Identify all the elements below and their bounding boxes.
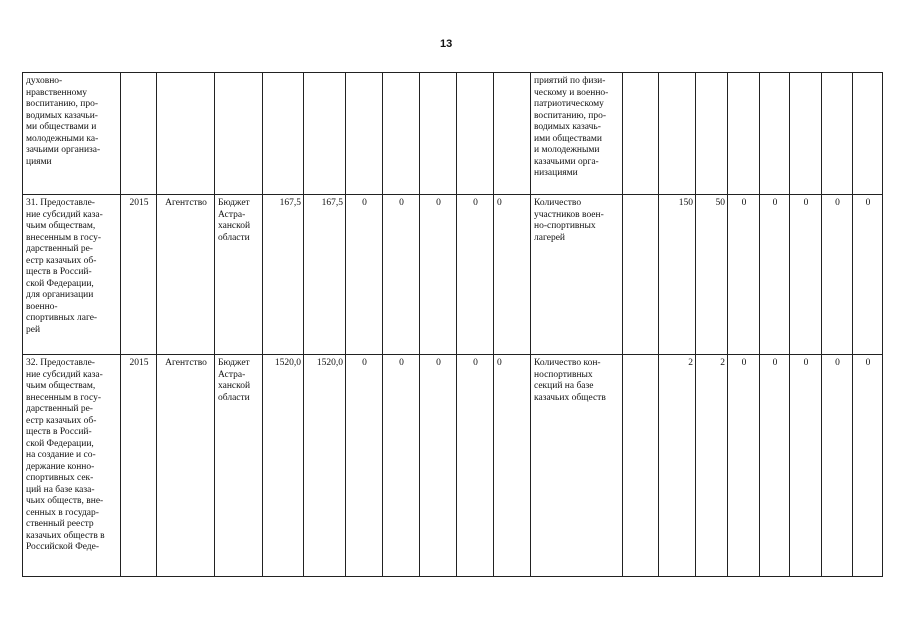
indicator-year-6-cell	[853, 73, 883, 195]
cell-text: 167,5	[279, 198, 301, 208]
indicator-year-6-cell	[853, 355, 883, 577]
cell-text: Бюджет Астра- ханской области	[218, 198, 251, 243]
indicator-year-5-cell	[822, 195, 853, 355]
executor-cell	[157, 355, 215, 577]
funding-year-5-cell	[457, 73, 494, 195]
executor-cell	[157, 195, 215, 355]
cell-text: 50	[715, 198, 725, 208]
cell-text: 0	[803, 358, 809, 368]
cell-text: Бюджет Астра- ханской области	[218, 358, 251, 403]
funding-year-5-cell	[457, 355, 494, 577]
cell-text: 0	[741, 358, 747, 368]
funding-total-cell	[263, 355, 304, 577]
program-table	[22, 72, 883, 577]
cell-text: 0	[835, 358, 840, 368]
event-name-cell	[23, 355, 121, 577]
cell-text: 150	[678, 198, 693, 208]
indicator-year-2-cell	[728, 195, 760, 355]
funding-year-2-cell	[346, 195, 383, 355]
indicator-unit-cell	[623, 355, 659, 577]
indicator-year-2-cell	[728, 355, 760, 577]
cell-text: 2	[720, 358, 725, 368]
cell-text: Количество кон- носпортивных секций на базе казачьих обществ	[534, 358, 606, 403]
cell-text: 0	[497, 198, 502, 208]
indicator-unit-cell	[623, 195, 659, 355]
indicator-total-cell	[659, 73, 696, 195]
funding-year-4-cell	[420, 355, 457, 577]
cell-text: 2015	[129, 198, 149, 208]
indicator-unit-cell	[623, 73, 659, 195]
cell-text: Количество участников воен- но-спортивных лагерей	[534, 198, 604, 243]
indicator-year-5-cell	[822, 73, 853, 195]
funding-year-2-cell	[346, 355, 383, 577]
funding-year-2-cell	[346, 73, 383, 195]
cell-text: 167,5	[321, 198, 343, 208]
cell-text: 0	[497, 358, 502, 368]
cell-text: 1520,0	[316, 358, 343, 368]
cell-text: 0	[399, 358, 404, 368]
indicator-year-4-cell	[790, 195, 822, 355]
indicator-name-cell	[531, 355, 623, 577]
cell-text: 0	[473, 358, 478, 368]
indicator-name-cell	[531, 73, 623, 195]
funding-total-cell	[263, 195, 304, 355]
page-number: 13	[440, 38, 453, 50]
year-cell	[121, 73, 157, 195]
cell-text: 0	[741, 198, 747, 208]
cell-text: 0	[772, 358, 778, 368]
funding-source-cell	[215, 73, 263, 195]
cell-text: 32. Предоставле- ние субсидий каза- чьим обществам, внесенным в госу- дарственный ре- естр казачьих об- ществ в Россий- ской Федерации, на создание и со- держание конно- спортивных сек- ций на базе каза- чьих обществ, вне- сенных в государ- ственный реестр казачьих обществ в Российской Феде-	[26, 358, 105, 552]
funding-year-1-cell	[304, 195, 346, 355]
indicator-year-4-cell	[790, 355, 822, 577]
indicator-year-1-cell	[696, 355, 728, 577]
indicator-year-3-cell	[760, 355, 790, 577]
table-row	[23, 73, 883, 195]
cell-text: 2	[688, 358, 693, 368]
indicator-year-1-cell	[696, 73, 728, 195]
indicator-year-3-cell	[760, 73, 790, 195]
table-row	[23, 195, 883, 355]
event-name-cell	[23, 195, 121, 355]
funding-year-6-cell	[494, 355, 531, 577]
indicator-name-cell	[531, 195, 623, 355]
funding-year-4-cell	[420, 73, 457, 195]
funding-year-3-cell	[383, 195, 420, 355]
indicator-year-3-cell	[760, 195, 790, 355]
funding-total-cell	[263, 73, 304, 195]
indicator-total-cell	[659, 195, 696, 355]
indicator-year-1-cell	[696, 195, 728, 355]
funding-year-5-cell	[457, 195, 494, 355]
cell-text: 0	[362, 358, 367, 368]
cell-text: 31. Предоставле- ние субсидий каза- чьим обществам, внесенным в госу- дарственный ре- естр казачьих об- ществ в Россий- ской Федерации, для организации военно- спортивных лаге- рей	[26, 198, 103, 335]
year-cell	[121, 195, 157, 355]
indicator-year-4-cell	[790, 73, 822, 195]
cell-text: Агентство	[165, 358, 207, 368]
funding-year-3-cell	[383, 355, 420, 577]
funding-year-4-cell	[420, 195, 457, 355]
executor-cell	[157, 73, 215, 195]
cell-text: 0	[865, 358, 871, 368]
funding-year-6-cell	[494, 73, 531, 195]
cell-text: 0	[436, 198, 441, 208]
indicator-year-2-cell	[728, 73, 760, 195]
cell-text: 2015	[129, 358, 149, 368]
cell-text: 0	[473, 198, 478, 208]
table-row	[23, 355, 883, 577]
year-cell	[121, 355, 157, 577]
cell-text: Агентство	[165, 198, 207, 208]
cell-text: 0	[835, 198, 840, 208]
funding-source-cell	[215, 195, 263, 355]
cell-text: 0	[803, 198, 809, 208]
indicator-year-5-cell	[822, 355, 853, 577]
cell-text: 0	[362, 198, 367, 208]
funding-year-3-cell	[383, 73, 420, 195]
funding-year-1-cell	[304, 73, 346, 195]
cell-text: 0	[865, 198, 871, 208]
event-name-cell	[23, 73, 121, 195]
indicator-total-cell	[659, 355, 696, 577]
cell-text: 1520,0	[274, 358, 301, 368]
cell-text: 0	[772, 198, 778, 208]
funding-year-6-cell	[494, 195, 531, 355]
cell-text: 0	[399, 198, 404, 208]
cell-text: духовно- нравственному воспитанию, про- водимых казачьи- ми обществами и молодежными ка- зачьими организа- циями	[26, 76, 101, 167]
funding-year-1-cell	[304, 355, 346, 577]
funding-source-cell	[215, 355, 263, 577]
cell-text: приятий по физи- ческому и военно- патриотическому воспитанию, про- водимых казачь- ими обществами и молодежными казачьими орга- низациями	[534, 76, 609, 178]
indicator-year-6-cell	[853, 195, 883, 355]
cell-text: 0	[436, 358, 441, 368]
